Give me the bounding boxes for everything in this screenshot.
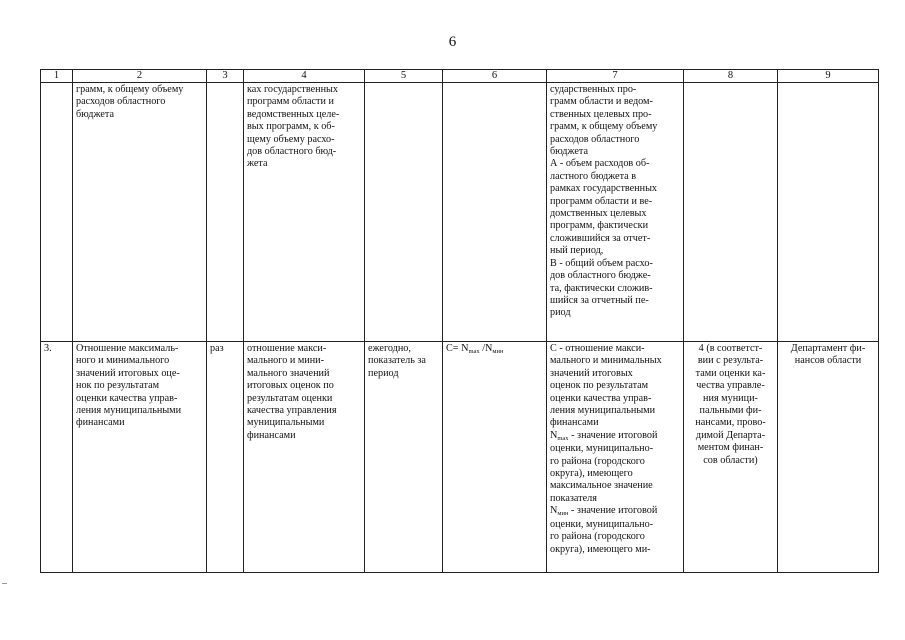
indicator-name-cell: грамм, к общему объему расходов областного бюджета xyxy=(73,83,207,342)
nmin-symbol: N xyxy=(550,505,558,517)
formula-cell xyxy=(443,83,547,342)
scan-mark xyxy=(2,583,7,584)
row-number-cell xyxy=(41,83,73,342)
explanation-nmin: - значение итоговой оценки, муниципально- го района (городского округа), имеющего ми- xyxy=(550,505,658,555)
definition-cell: отношение макси- мального и мини- мального значений итоговых оценок по результатам оценки качества управления муниципальными финансами xyxy=(244,342,365,573)
unit-cell xyxy=(207,83,244,342)
nmax-subscript: max xyxy=(557,434,569,442)
explanation-nmax: - значение итоговой оценки, муниципально- го района (городского округа), имеющего максимальное значение показателя xyxy=(550,429,658,504)
column-number: 9 xyxy=(778,70,879,83)
column-number: 2 xyxy=(73,70,207,83)
column-number: 1 xyxy=(41,70,73,83)
formula-subscript-max: max xyxy=(468,348,480,355)
formula-explanation-cell: сударственных про- грамм области и ведом- ственных целевых про- грамм, к общему объему расходов областного бюджета А - объем расходов об- ластного бюджета в рамках государственных программ области и ве- домственных целевых программ, фактически сложившийся за отчет- ный период, В - общий объем расхо- дов областного бюдже- та, фактически сложив- шийся за отчетный пе- риод xyxy=(547,83,684,342)
formula-cell xyxy=(443,342,547,573)
unit-cell: раз xyxy=(207,342,244,573)
periodicity-cell: ежегодно, показатель за период xyxy=(365,342,443,573)
column-number: 4 xyxy=(244,70,365,83)
column-number: 5 xyxy=(365,70,443,83)
page-number: 6 xyxy=(448,34,457,50)
data-source-cell: 4 (в соответст- вии с результа- тами оценки ка- чества управле- ния муници- пальными фи- нансами, прово- димой Департа- ментом финан- сов области) xyxy=(684,342,778,573)
formula-slash: /N xyxy=(479,343,493,354)
indicator-name-cell: Отношение максималь- ного и минимального значений итоговых оце- нок по результатам оценки качества управ- ления муниципальными финансами xyxy=(73,342,207,573)
column-number: 7 xyxy=(547,70,684,83)
nmax-symbol: N xyxy=(550,429,558,441)
responsible-cell: Департамент фи- нансов области xyxy=(778,342,879,573)
periodicity-cell xyxy=(365,83,443,342)
data-source-cell xyxy=(684,83,778,342)
formula-prefix: С= N xyxy=(446,343,469,354)
table-header-row xyxy=(41,70,879,83)
column-number: 8 xyxy=(684,70,778,83)
row-number-cell: 3. xyxy=(41,342,73,573)
formula-subscript-min: мин xyxy=(492,348,504,355)
definition-cell: ках государственных программ области и ведомственных целе- вых программ, к об- щему объему расхо- дов областного бюд- жета xyxy=(244,83,365,342)
nmin-subscript: мин xyxy=(557,510,569,518)
column-number: 3 xyxy=(207,70,244,83)
table-row xyxy=(41,342,879,573)
indicator-table xyxy=(40,69,879,573)
formula-explanation-cell xyxy=(547,342,684,573)
table-row xyxy=(41,83,879,342)
responsible-cell xyxy=(778,83,879,342)
explanation-c: С - отношение макси- мального и минимальных значений итоговых оценок по результатам оценки качества управ- ления муниципальными финансами xyxy=(550,343,662,429)
column-number: 6 xyxy=(443,70,547,83)
